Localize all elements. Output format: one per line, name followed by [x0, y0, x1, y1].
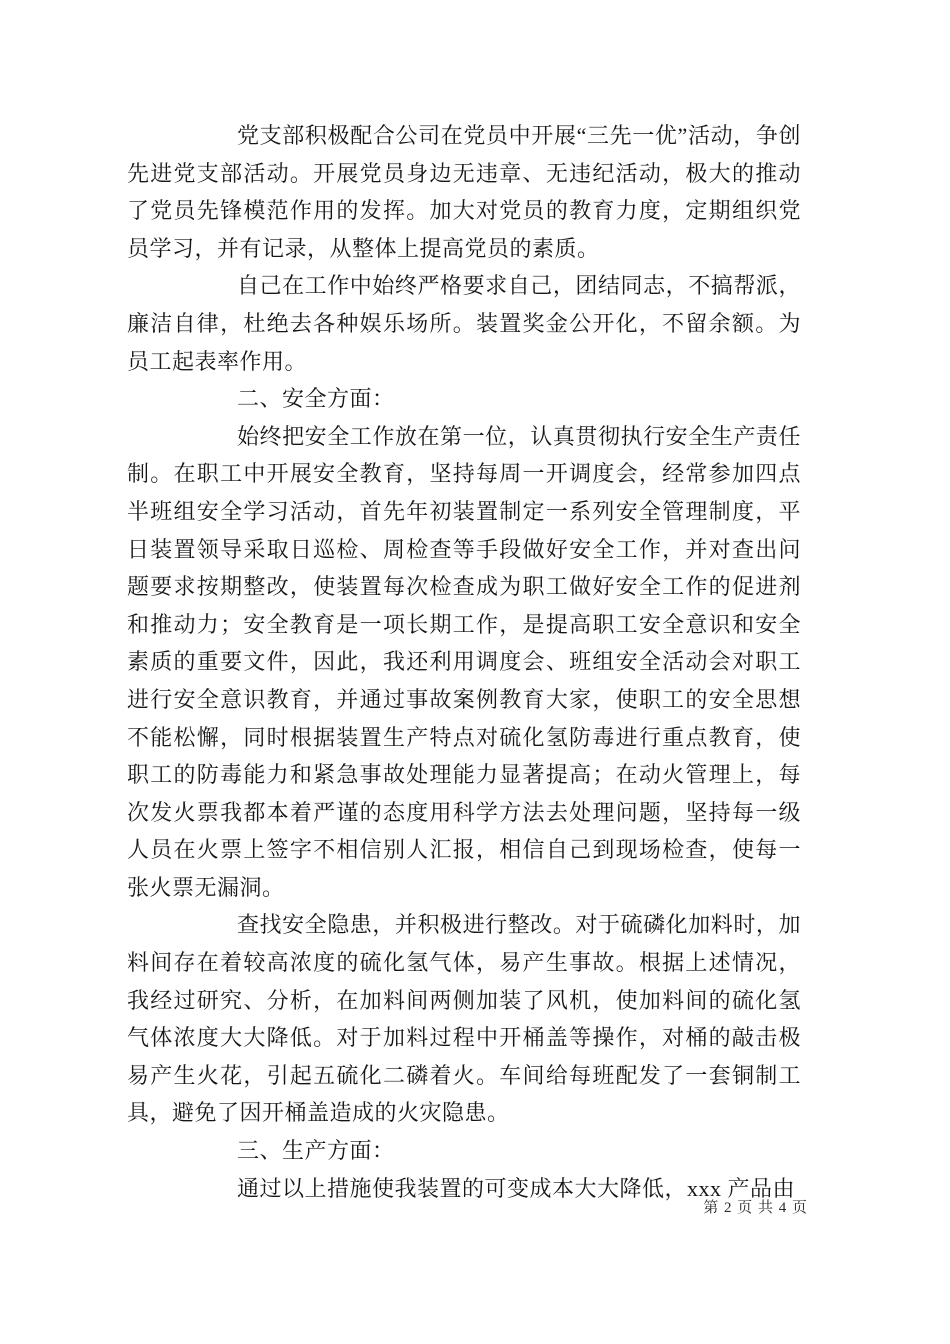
paragraph: 三、生产方面： [237, 1138, 395, 1164]
paragraph: 始终把安全工作放在第一位，认真贯彻执行安全生产责任制。在职工中开展安全教育，坚持每周一开调度会，经常参加四点半班组安全学习活动，首先年初装置制定一系列安全管理制度，平日装置领导采取日巡检、周检查等手段做好安全工作，并对查出问题要求按期整改，使装置每次检查成为职工做好安全工作的促进剂和推动力；安全教育是一项长期工作，是提高职工安全意识和安全素质的重要文件，因此，我还利用调度会、班组安全活动会对职工进行安全意识教育，并通过事故案例教育大家，使职工的安全思想不能松懈，同时根据装置生产特点对硫化氢防毒进行重点教育，使职工的防毒能力和紧急事故处理能力显著提高；在动火管理上，每次发火票我都本着严谨的态度用科学方法去处理问题，坚持每一级人员在火票上签字不相信别人汇报，相信自己到现场检查，使每一张火票无漏洞。 [127, 423, 801, 900]
paragraph: 自己在工作中始终严格要求自己，团结同志，不搞帮派，廉洁自律，杜绝去各种娱乐场所。装置奖金公开化，不留余额。为员工起表率作用。 [127, 273, 801, 374]
document-body [127, 117, 801, 1207]
paragraph: 查找安全隐患，并积极进行整改。对于硫磷化加料时，加料间存在着较高浓度的硫化氢气体，易产生事故。根据上述情况，我经过研究、分析，在加料间两侧加装了风机，使加料间的硫化氢气体浓度大大降低。对于加料过程中开桶盖等操作，对桶的敲击极易产生火花，引起五硫化二磷着火。车间给每班配发了一套铜制工具，避免了因开桶盖造成的火灾隐患。 [127, 912, 801, 1126]
paragraph: 党支部积极配合公司在党员中开展“三先一优”活动，争创先进党支部活动。开展党员身边无违章、无违纪活动，极大的推动了党员先锋模范作用的发挥。加大对党员的教育力度，定期组织党员学习，并有记录，从整体上提高党员的素质。 [127, 123, 801, 261]
page-number: 第 2 页 共 4 页 [703, 1200, 808, 1216]
paragraph: 二、安全方面： [237, 386, 395, 412]
paragraph: 通过以上措施使我装置的可变成本大大降低，xxx 产品由 [237, 1175, 796, 1201]
